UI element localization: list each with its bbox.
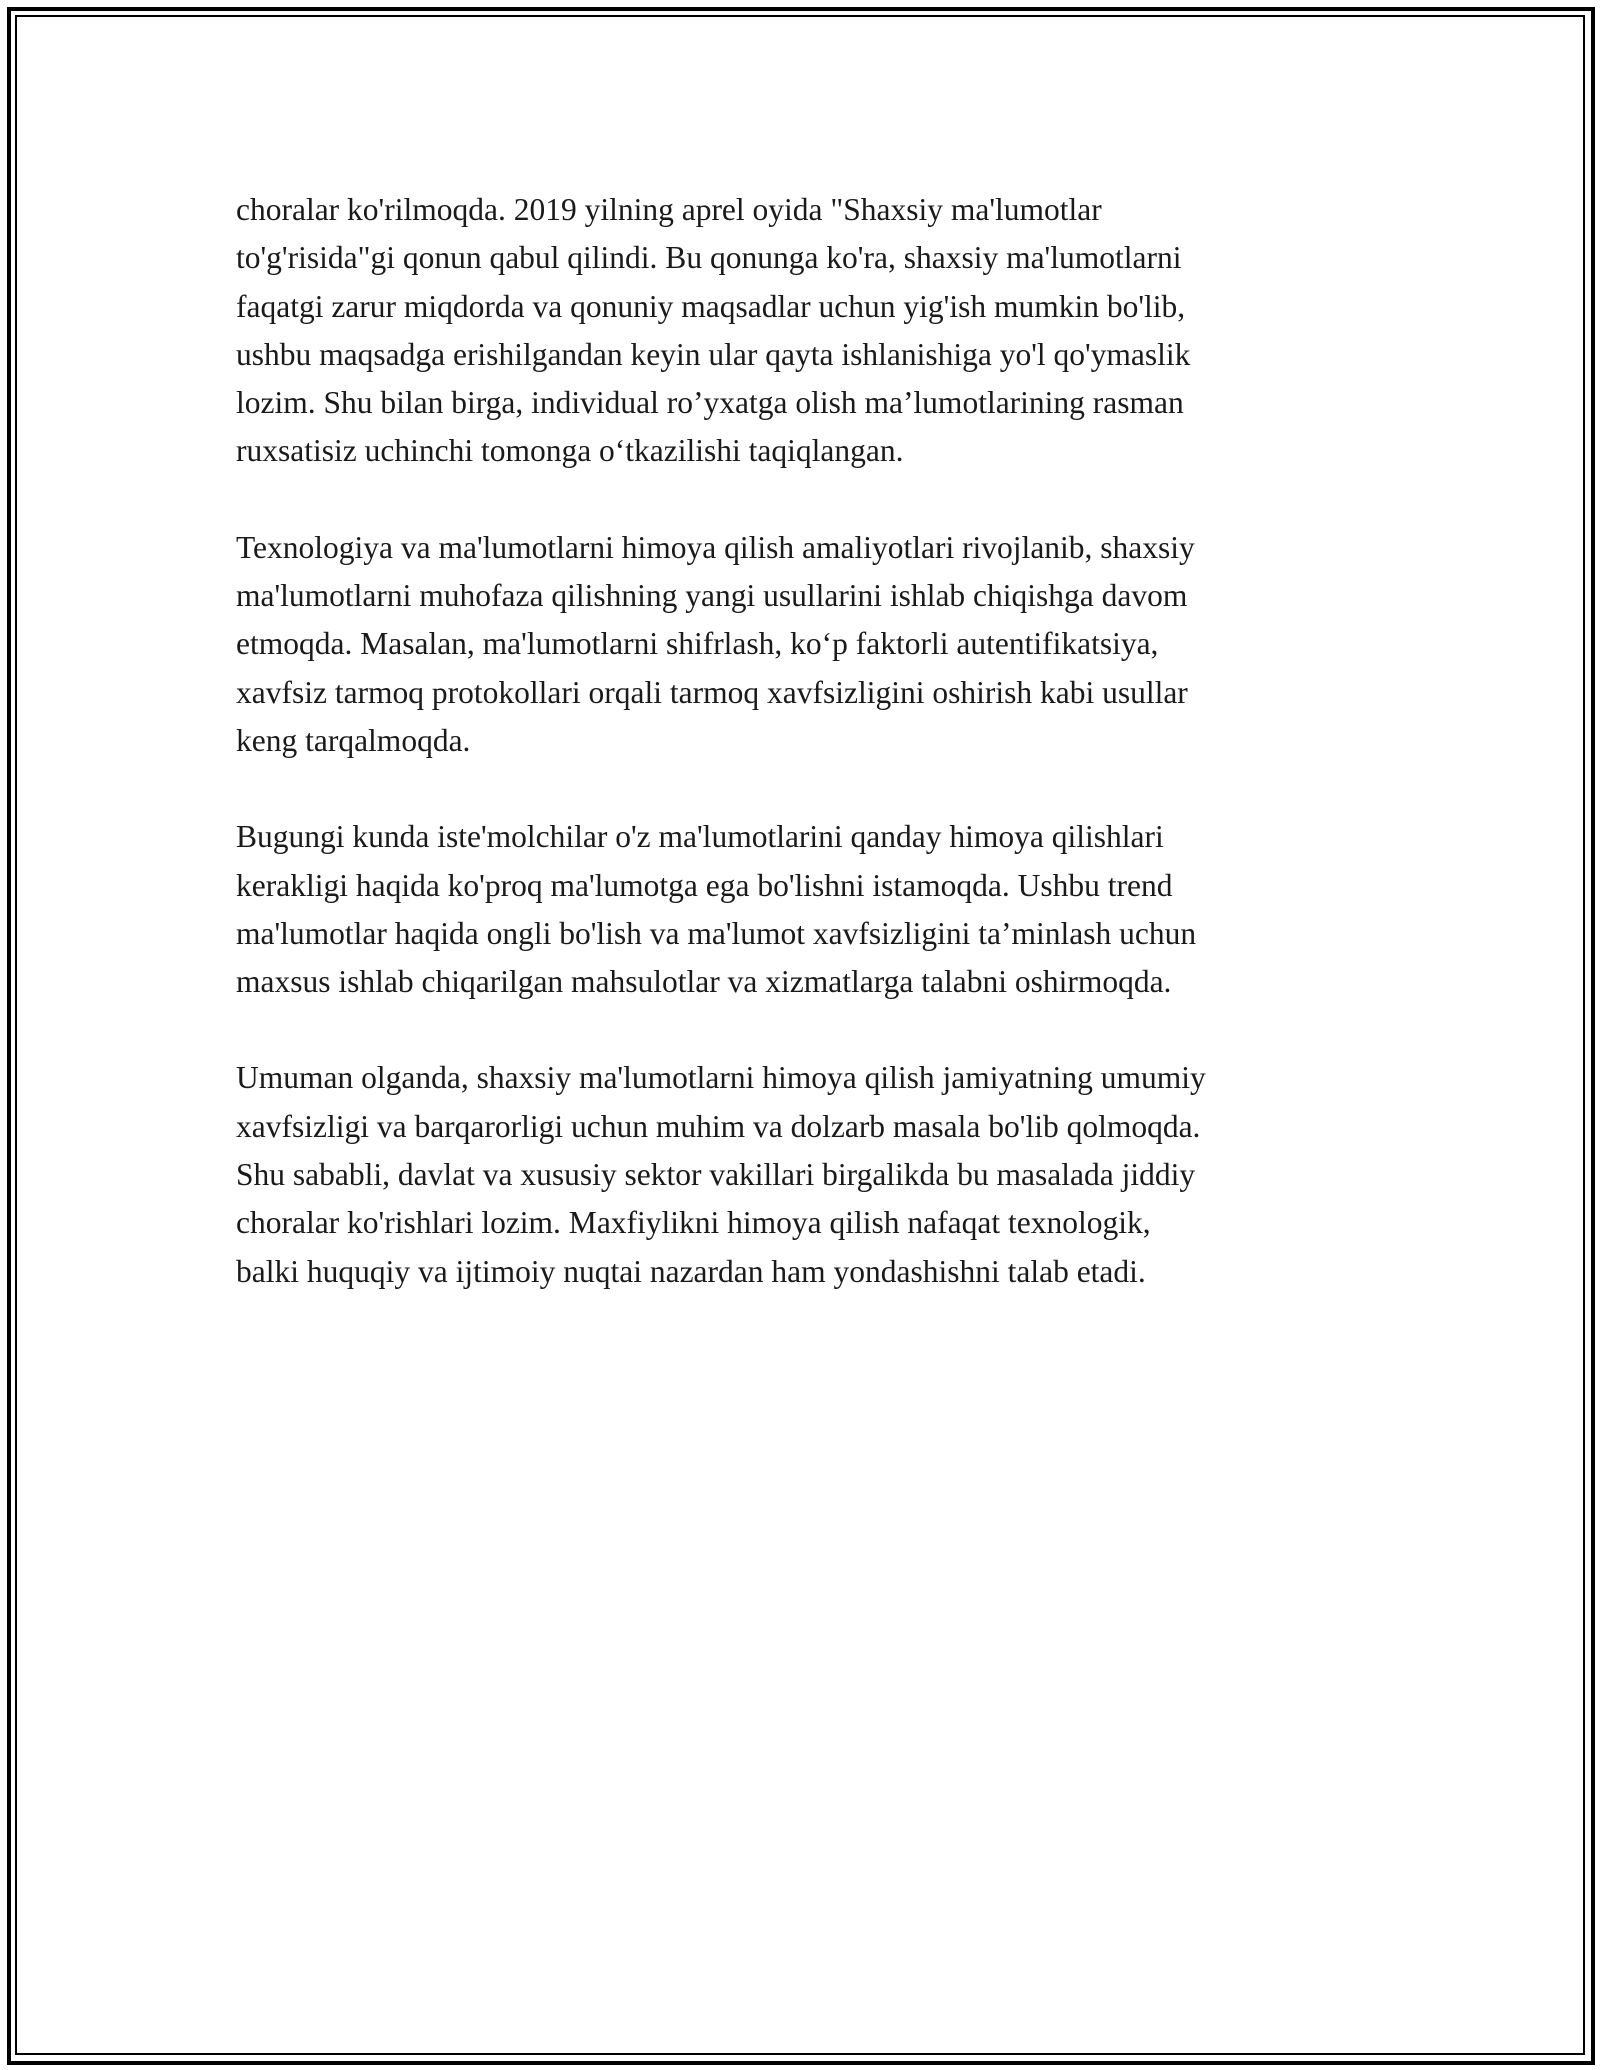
paragraph-2-line-3: etmoqda. Masalan, ma'lumotlarni shifrlash, ko‘p faktorli autentifikatsiya, (236, 626, 1159, 662)
paragraph-2-line-4: xavfsiz tarmoq protokollari orqali tarmoq xavfsizligini oshirish kabi usullar (236, 674, 1188, 710)
paragraph-1-line-1: choralar ko'rilmoqda. 2019 yilning aprel oyida "Shaxsiy ma'lumotlar (236, 192, 1102, 227)
paragraph-4-line-2: xavfsizligi va barqarorligi uchun muhim va dolzarb masala bo'lib qolmoqda. (236, 1108, 1201, 1144)
paragraph-2-line-2: ma'lumotlarni muhofaza qilishning yangi usullarini ishlab chiqishga davom (236, 578, 1188, 614)
paragraph-2 (236, 524, 1386, 765)
paragraph-1-line-6: ruxsatisiz uchinchi tomonga o‘tkazilishi taqiqlangan. (236, 433, 904, 469)
paragraph-2-line-1: Texnologiya va ma'lumotlarni himoya qilish amaliyotlari rivojlanib, shaxsiy (236, 529, 1195, 565)
paragraph-1-line-2: to'g'risida"gi qonun qabul qilindi. Bu qonunga ko'ra, shaxsiy ma'lumotlarni (236, 240, 1182, 276)
paragraph-1-line-3: faqatgi zarur miqdorda va qonuniy maqsadlar uchun yig'ish mumkin bo'lib, (236, 288, 1186, 324)
paragraph-3-line-3: ma'lumotlar haqida ongli bo'lish va ma'lumot xavfsizligini ta’minlash uchun (236, 915, 1197, 951)
paragraph-1 (236, 186, 1386, 476)
paragraph-2-line-5: keng tarqalmoqda. (236, 722, 471, 758)
paragraph-3-line-4: maxsus ishlab chiqarilgan mahsulotlar va xizmatlarga talabni oshirmoqda. (236, 964, 1172, 1000)
paragraph-4-line-1: Umuman olganda, shaxsiy ma'lumotlarni himoya qilish jamiyatning umumiy (236, 1060, 1206, 1096)
paragraph-3-line-2: kerakligi haqida ko'proq ma'lumotga ega bo'lishni istamoqda. Ushbu trend (236, 867, 1173, 903)
paragraph-1-line-5: lozim. Shu bilan birga, individual ro’yxatga olish ma’lumotlarining rasman (236, 385, 1184, 421)
paragraph-1-line-4: ushbu maqsadga erishilgandan keyin ular qayta ishlanishiga yo'l qo'ymaslik (236, 336, 1191, 372)
document-body (236, 186, 1386, 1344)
paragraph-4-line-5: balki huquqiy va ijtimoiy nuqtai nazardan ham yondashishni talab etadi. (236, 1253, 1146, 1289)
paragraph-4-line-3: Shu sababli, davlat va xususiy sektor vakillari birgalikda bu masalada jiddiy (236, 1157, 1196, 1193)
paragraph-3-line-1: Bugungi kunda iste'molchilar o'z ma'lumotlarini qanday himoya qilishlari (236, 819, 1164, 855)
paragraph-3 (236, 813, 1386, 1006)
paragraph-4 (236, 1054, 1386, 1295)
paragraph-4-line-4: choralar ko'rishlari lozim. Maxfiylikni himoya qilish nafaqat texnologik, (236, 1205, 1151, 1241)
